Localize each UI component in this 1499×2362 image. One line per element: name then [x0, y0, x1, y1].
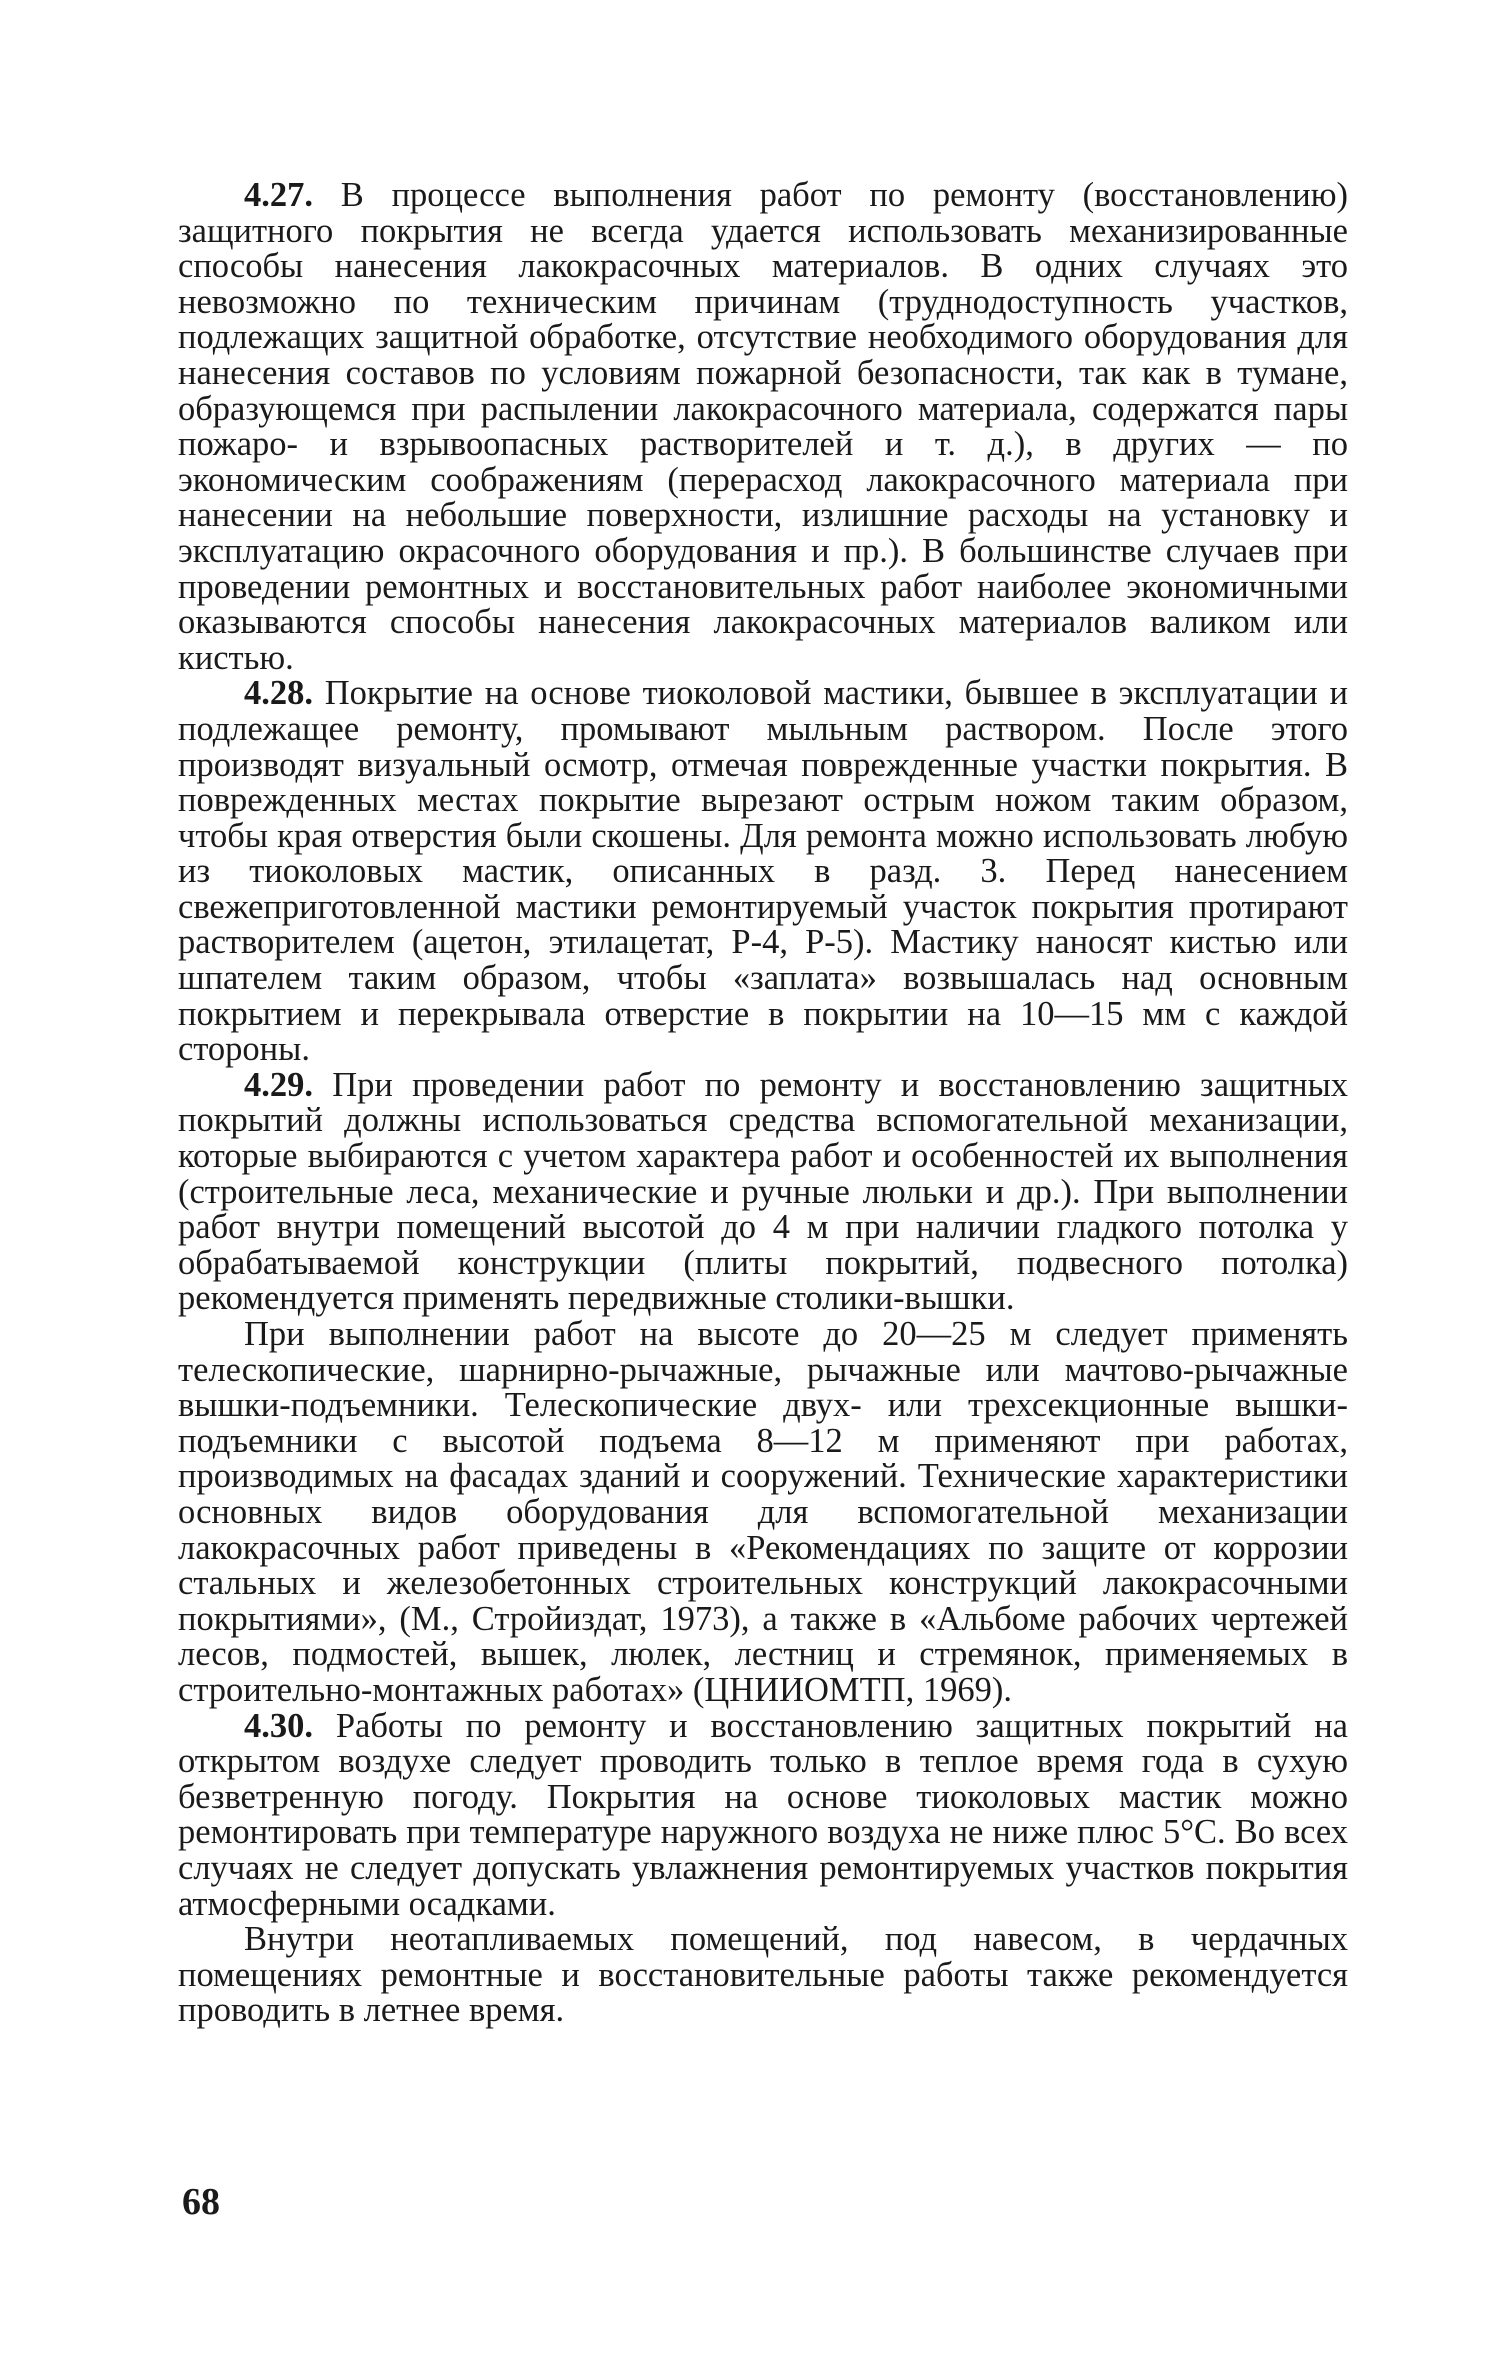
paragraph-text: Внутри неотапливаемых помещений, под навесом, в чердачных помещениях ремонтные и восстановительные работы также рекомендуется проводить в летнее время.: [178, 1920, 1348, 2030]
page-number: 68: [182, 2181, 220, 2223]
paragraph-4-29-continued: [178, 1317, 1348, 1709]
paragraph-4-30: [178, 1706, 1348, 1923]
paragraph-text: Работы по ремонту и восстановлению защитных покрытий на открытом воздухе следует проводить только в теплое время года в сухую безветренную погоду. Покрытия на основе тиоколовых мастик можно ремонтировать при температуре наружного воздуха не ниже плюс 5°С. Во всех случаях не следует допускать увлажнения ремонтируемых участков покрытия атмосферными осадками.: [178, 1706, 1348, 1923]
paragraph-4-30-continued: [178, 1922, 1348, 2029]
paragraph-text: В процессе выполнения работ по ремонту (восстановлению) защитного покрытия не всегда удается использовать механизированные способы нанесения лакокрасочных материалов. В одних случаях это невозможно по техническим причинам (труднодоступность участков, подлежащих защитной обработке, отсутствие необходимого оборудования для нанесения составов по условиям пожарной безопасности, так как в тумане, образующемся при распылении лакокрасочного материала, содержатся пары пожаро- и взрывоопасных растворителей и т. д.), в других — по экономическим соображениям (перерасход лакокрасочного материала при нанесении на небольшие поверхности, излишние расходы на установку и эксплуатацию окрасочного оборудования и пр.). В большинстве случаев при проведении ремонтных и восстановительных работ наиболее экономичными оказываются способы нанесения лакокрасочных материалов валиком или кистью.: [178, 176, 1348, 677]
section-number: 4.30.: [244, 1706, 313, 1745]
page-body: [178, 178, 1348, 2029]
paragraph-text: Покрытие на основе тиоколовой мастики, бывшее в эксплуатации и подлежащее ремонту, промывают мыльным раствором. После этого производят визуальный осмотр, отмечая поврежденные участки покрытия. В поврежденных местах покрытие вырезают острым ножом таким образом, чтобы края отверстия были скошены. Для ремонта можно использовать любую из тиоколовых мастик, описанных в разд. 3. Перед нанесением свежеприготовленной мастики ремонтируемый участок покрытия протирают растворителем (ацетон, этилацетат, Р-4, Р-5). Мастику наносят кистью или шпателем таким образом, чтобы «заплата» возвышалась над основным покрытием и перекрывала отверстие в покрытии на 10—15 мм с каждой стороны.: [178, 674, 1348, 1069]
section-number: 4.28.: [244, 674, 313, 713]
paragraph-text: При проведении работ по ремонту и восстановлению защитных покрытий должны использоваться средства вспомогательной механизации, которые выбираются с учетом характера работ и особенностей их выполнения (строительные леса, механические и ручные люльки и др.). При выполнении работ внутри помещений высотой до 4 м при наличии гладкого потолка у обрабатываемой конструкции (плиты покрытий, подвесного потолка) рекомендуется применять передвижные столики-вышки.: [178, 1065, 1348, 1318]
section-number: 4.29.: [244, 1065, 313, 1104]
section-number: 4.27.: [244, 176, 313, 214]
paragraph-4-28: [178, 676, 1348, 1068]
paragraph-text: При выполнении работ на высоте до 20—25 м следует применять телескопические, шарнирно-рычажные, рычажные или мачтово-рычажные вышки-подъемники. Телескопические двух- или трехсекционные вышки-подъемники с высотой подъема 8—12 м применяют при работах, производимых на фасадах зданий и сооружений. Технические характеристики основных видов оборудования для вспомогательной механизации лакокрасочных работ приведены в «Рекомендациях по защите от коррозии стальных и железобетонных строительных конструкций лакокрасочными покрытиями», (М., Стройиздат, 1973), а также в «Альбоме рабочих чертежей лесов, подмостей, вышек, люлек, лестниц и стремянок, применяемых в строительно-монтажных работах» (ЦНИИОМТП, 1969).: [178, 1315, 1348, 1709]
paragraph-4-27: [178, 178, 1348, 676]
paragraph-4-29: [178, 1065, 1348, 1318]
